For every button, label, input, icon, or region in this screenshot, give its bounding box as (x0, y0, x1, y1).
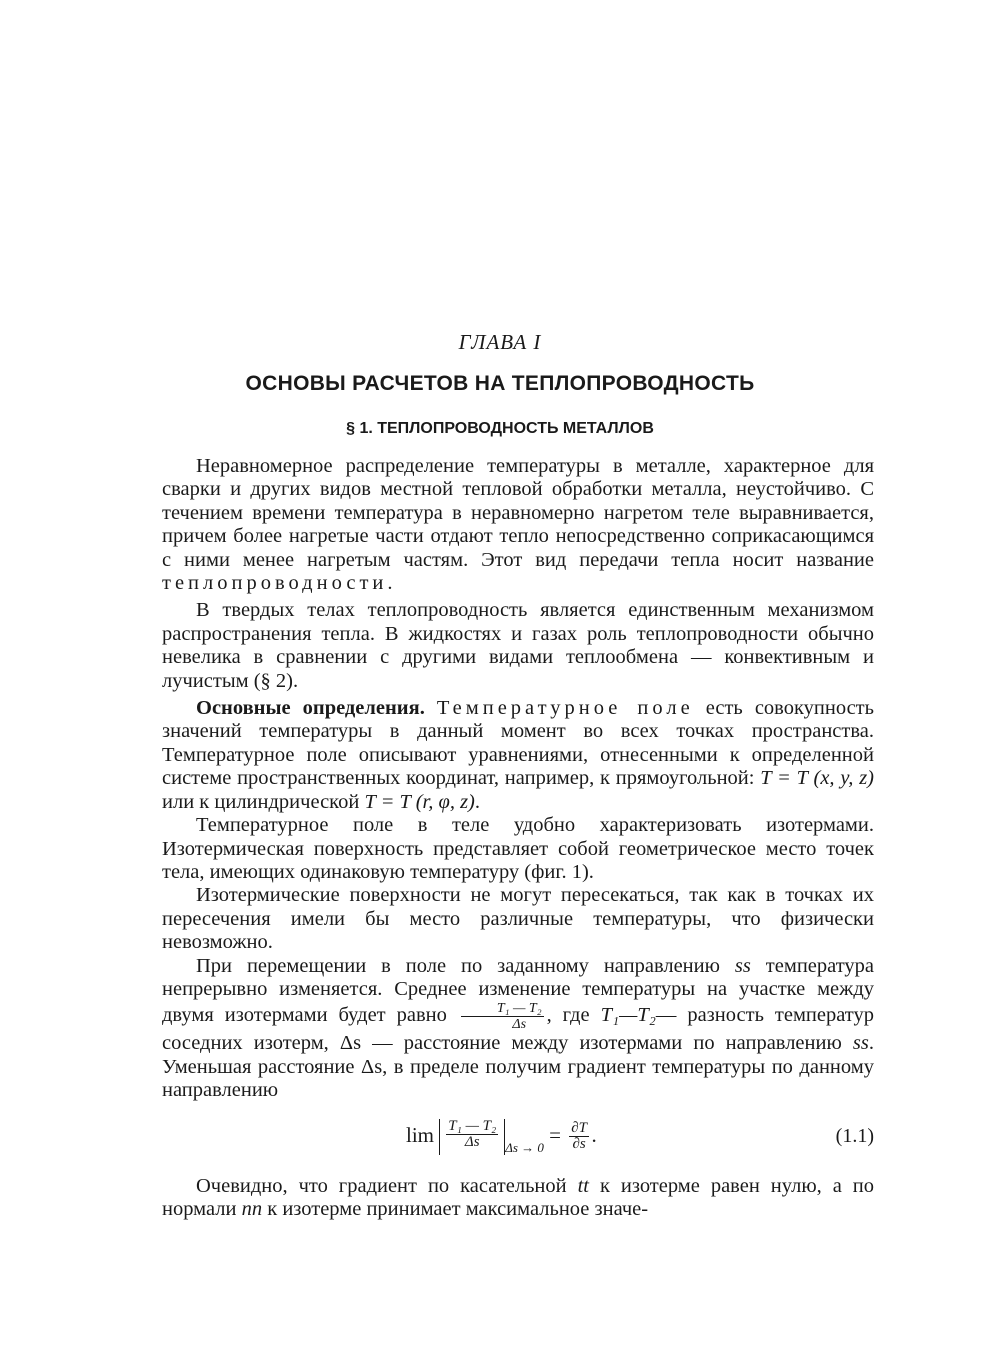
paragraph-6 (162, 955, 874, 1103)
inline-fraction-denominator: Δs (512, 1017, 527, 1033)
paragraph-3-mid: или к цилиндрической (162, 790, 365, 813)
limit-operator: lim (406, 1122, 435, 1147)
partial-numerator: ∂T (571, 1120, 588, 1137)
direction-ss: ss (734, 954, 751, 977)
limit-bracket (439, 1119, 505, 1155)
paragraph-6-e: . Уменьшая расстояние Δs, в пределе получим градиент температуры по данному направлению (162, 1032, 874, 1102)
body-text (162, 455, 874, 1221)
direction-ss-2: ss (852, 1032, 869, 1055)
paragraph-7-c: к изотерме принимает максимальное значе- (262, 1197, 649, 1220)
paragraph-6-a: При перемещении в поле по заданному направлению (196, 954, 735, 977)
normal-nn: nn (241, 1197, 263, 1220)
paragraph-1-end: . (387, 572, 393, 595)
formula-cartesian: T = T (x, y, z) (760, 767, 874, 790)
definitions-lead: Основные определения. (196, 697, 425, 720)
limit-fraction (446, 1119, 498, 1150)
paragraph-6-c: , где (546, 1004, 601, 1027)
equation-number: (1.1) (835, 1124, 874, 1147)
chapter-heading: ГЛАВА I (458, 330, 542, 354)
limit-denominator: Δs (464, 1133, 480, 1150)
paragraph-6-b: температура непрерывно изменяется. Среднее изменение температуры на участке между двумя изотермами будет равно (162, 954, 874, 1027)
paragraph-3-text: есть совокупность значений температуры в данный момент во всех точках пространства. Температурное поле описывают уравнениями, отнесенными к определенной системе пространственных координат, например, к прямоугольной: (162, 697, 874, 790)
paragraph-3 (162, 697, 874, 814)
paragraph-7-a: Очевидно, что градиент по касательной (196, 1174, 578, 1197)
temperature-difference: T₁—T₂ (600, 1004, 656, 1027)
paragraph-6-d: — разность температур соседних изотерм, Δs — расстояние между изотермами по направлению (162, 1004, 874, 1055)
partial-denominator: ∂s (572, 1136, 586, 1153)
inline-fraction (461, 1001, 544, 1032)
term-temperature-field: Температурное поле (436, 697, 694, 720)
formula-dot: . (592, 1122, 598, 1147)
limit-subscript: Δs → 0 (505, 1139, 544, 1155)
formula-expression (406, 1119, 597, 1159)
term-heat-conduction: теплопроводности (162, 572, 388, 595)
paragraph-2: В твердых телах теплопроводность является единственным механизмом распространения тепла. В жидкостях и газах роль теплопроводности обычно невелика в сравнении с другими видами теплообмена — конвективным и лучистым (§ 2). (162, 599, 874, 692)
paragraph-5: Изотермические поверхности не могут пересекаться, так как в точках их пересечения имели бы место различные температуры, что физически невозможно. (162, 884, 874, 954)
section-heading: § 1. ТЕПЛОПРОВОДНОСТЬ МЕТАЛЛОВ (346, 420, 654, 437)
inline-fraction-numerator: T₁ — T₂ (461, 1001, 544, 1017)
paragraph-1 (162, 455, 874, 595)
chapter-title: ОСНОВЫ РАСЧЕТОВ НА ТЕПЛОПРОВОДНОСТЬ (245, 372, 755, 395)
limit-numerator: T₁ — T₂ (448, 1117, 497, 1134)
paragraph-7 (162, 1175, 874, 1222)
tangent-tt: tt (577, 1174, 589, 1197)
paragraph-4: Температурное поле в теле удобно характеризовать изотермами. Изотермическая поверхность представляет собой геометрическое место точек тела, имеющих одинаковую температуру (фиг. 1). (162, 814, 874, 883)
paragraph-7-b: к изотерме равен нулю, а по нормали (162, 1174, 874, 1220)
equals-sign: = (549, 1122, 562, 1147)
paragraph-3-end: . (474, 790, 481, 813)
partial-derivative (569, 1121, 589, 1152)
formula-1-1 (162, 1111, 874, 1165)
formula-cylindrical: T = T (r, φ, z) (364, 790, 475, 813)
paragraph-1-text: Неравномерное распределение температуры в металле, характерное для сварки и других видов местной тепловой обработки металла, неустойчиво. С течением времени температура в неравномерно нагретом теле выравнивается, причем более нагретые части отдают тепло непосредственно соприкасающимся с ними менее нагретым частям. Этот вид передачи тепла носит название (162, 455, 874, 571)
